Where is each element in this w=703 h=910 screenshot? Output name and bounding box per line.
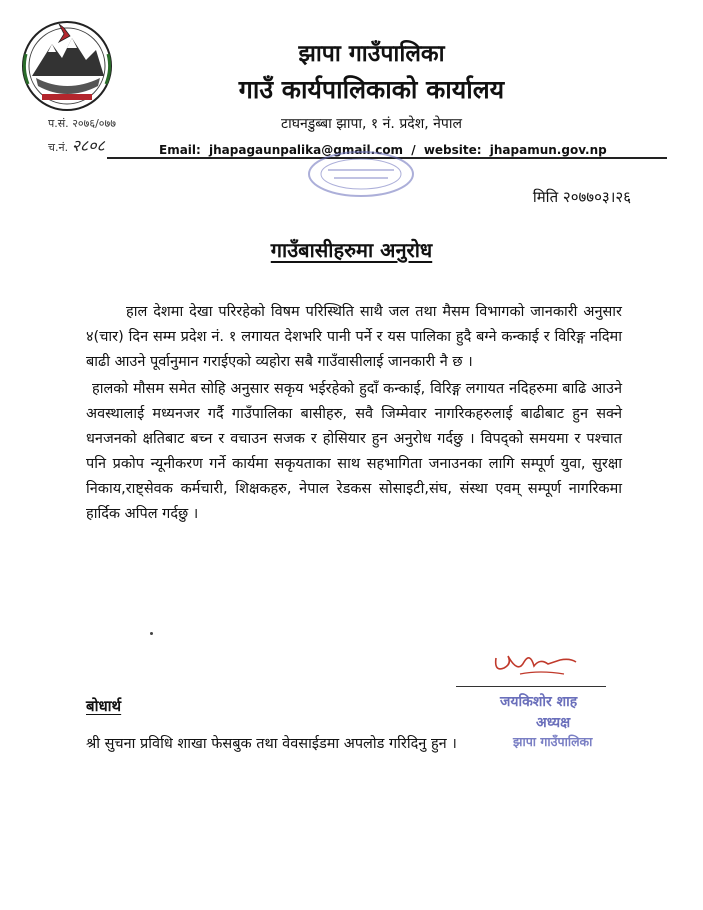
website-link[interactable]: jhapamun.gov.np <box>489 143 607 157</box>
contact-separator: / <box>411 143 416 157</box>
body-paragraph-2: हालको मौसम समेत सोहि अनुसार सकृय भईरहेको हुदाँ कन्काई, विरिङ्ग लगायत नदिहरुमा बाढि आउने अवस्थालाई मध्यनजर गर्दै गाउँपालिका बासीहरु, सवै जिम्मेवार नागरिकहरुलाई बाढीबाट हुन सक्ने धनजनको क्षतिबाट बच्न र वचाउन सजक र होसियार हुन अनुरोध गर्दछु । विपद्को समयमा र पश्चात पनि प्रकोप न्यूनीकरण गर्ने कार्यमा सकृयताका साथ सहभागिता जनाउनका लागि सम्पूर्ण युवा, सुरक्षा निकाय,राष्ट्सेवक कर्मचारी, शिक्षकहरु, नेपाल रेडकस सोसाइटी,संघ, संस्था एवम् सम्पूर्ण नागरिकमा हार्दिक अपिल गर्दछु । <box>86 381 622 522</box>
reference-chn-value: २८०८ <box>71 136 105 155</box>
email-link[interactable]: jhapagaunpalika@gmail.com <box>209 143 404 157</box>
organization-name: झापा गाउँपालिका <box>298 41 445 67</box>
signatory-office: झापा गाउँपालिका <box>513 734 593 749</box>
signatory-name: जयकिशोर शाह <box>500 694 578 710</box>
reference-chn-label: च.नं. <box>48 141 69 154</box>
letter-body <box>86 300 622 529</box>
cc-label: बोधार्थ <box>86 697 122 715</box>
date-label: मिति <box>532 188 559 206</box>
reference-chn <box>48 134 105 156</box>
website-label: website: <box>423 143 482 157</box>
body-paragraph-1: हाल देशमा देखा परिरहेको विषम परिस्थिति साथै जल तथा मैसम विभागको जानकारी अनुसार ४(चार) दिन सम्म प्रदेश नं. १ लगायत देशभरि पानी पर्ने र यस पालिका हुदै बग्ने कन्काई र विरिङ्ग नदिमा बाढी आउने पूर्वानुमान गराईएको व्यहोरा सबै गाउँवासीलाई जानकारी नै छ । <box>86 304 622 370</box>
email-label: Email: <box>159 143 201 157</box>
office-name: गाउँ कार्यपालिकाको कार्यालय <box>238 75 505 104</box>
office-address: टाघनडुब्बा झापा, १ नं. प्रदेश, नेपाल <box>281 116 462 132</box>
signature-icon <box>490 648 580 682</box>
signature-line <box>456 686 606 687</box>
reference-ps-label: प.सं. <box>48 117 69 130</box>
signatory-title: अध्यक्ष <box>536 715 571 731</box>
cc-heading <box>86 696 121 716</box>
reference-ps-value: २०७६/०७७ <box>72 117 116 130</box>
subject-text: गाउँबासीहरुमा अनुरोध <box>270 238 433 262</box>
cc-text: श्री सुचना प्रविधि शाखा फेसबुक तथा वेवसाईडमा अपलोड गरिदिनु हुन । <box>86 736 457 752</box>
date-value: २०७७०३।२६ <box>562 188 631 206</box>
office-stamp-icon <box>306 150 416 198</box>
letter-subject <box>0 236 703 263</box>
ink-dot <box>150 632 153 635</box>
letter-date <box>533 187 631 207</box>
